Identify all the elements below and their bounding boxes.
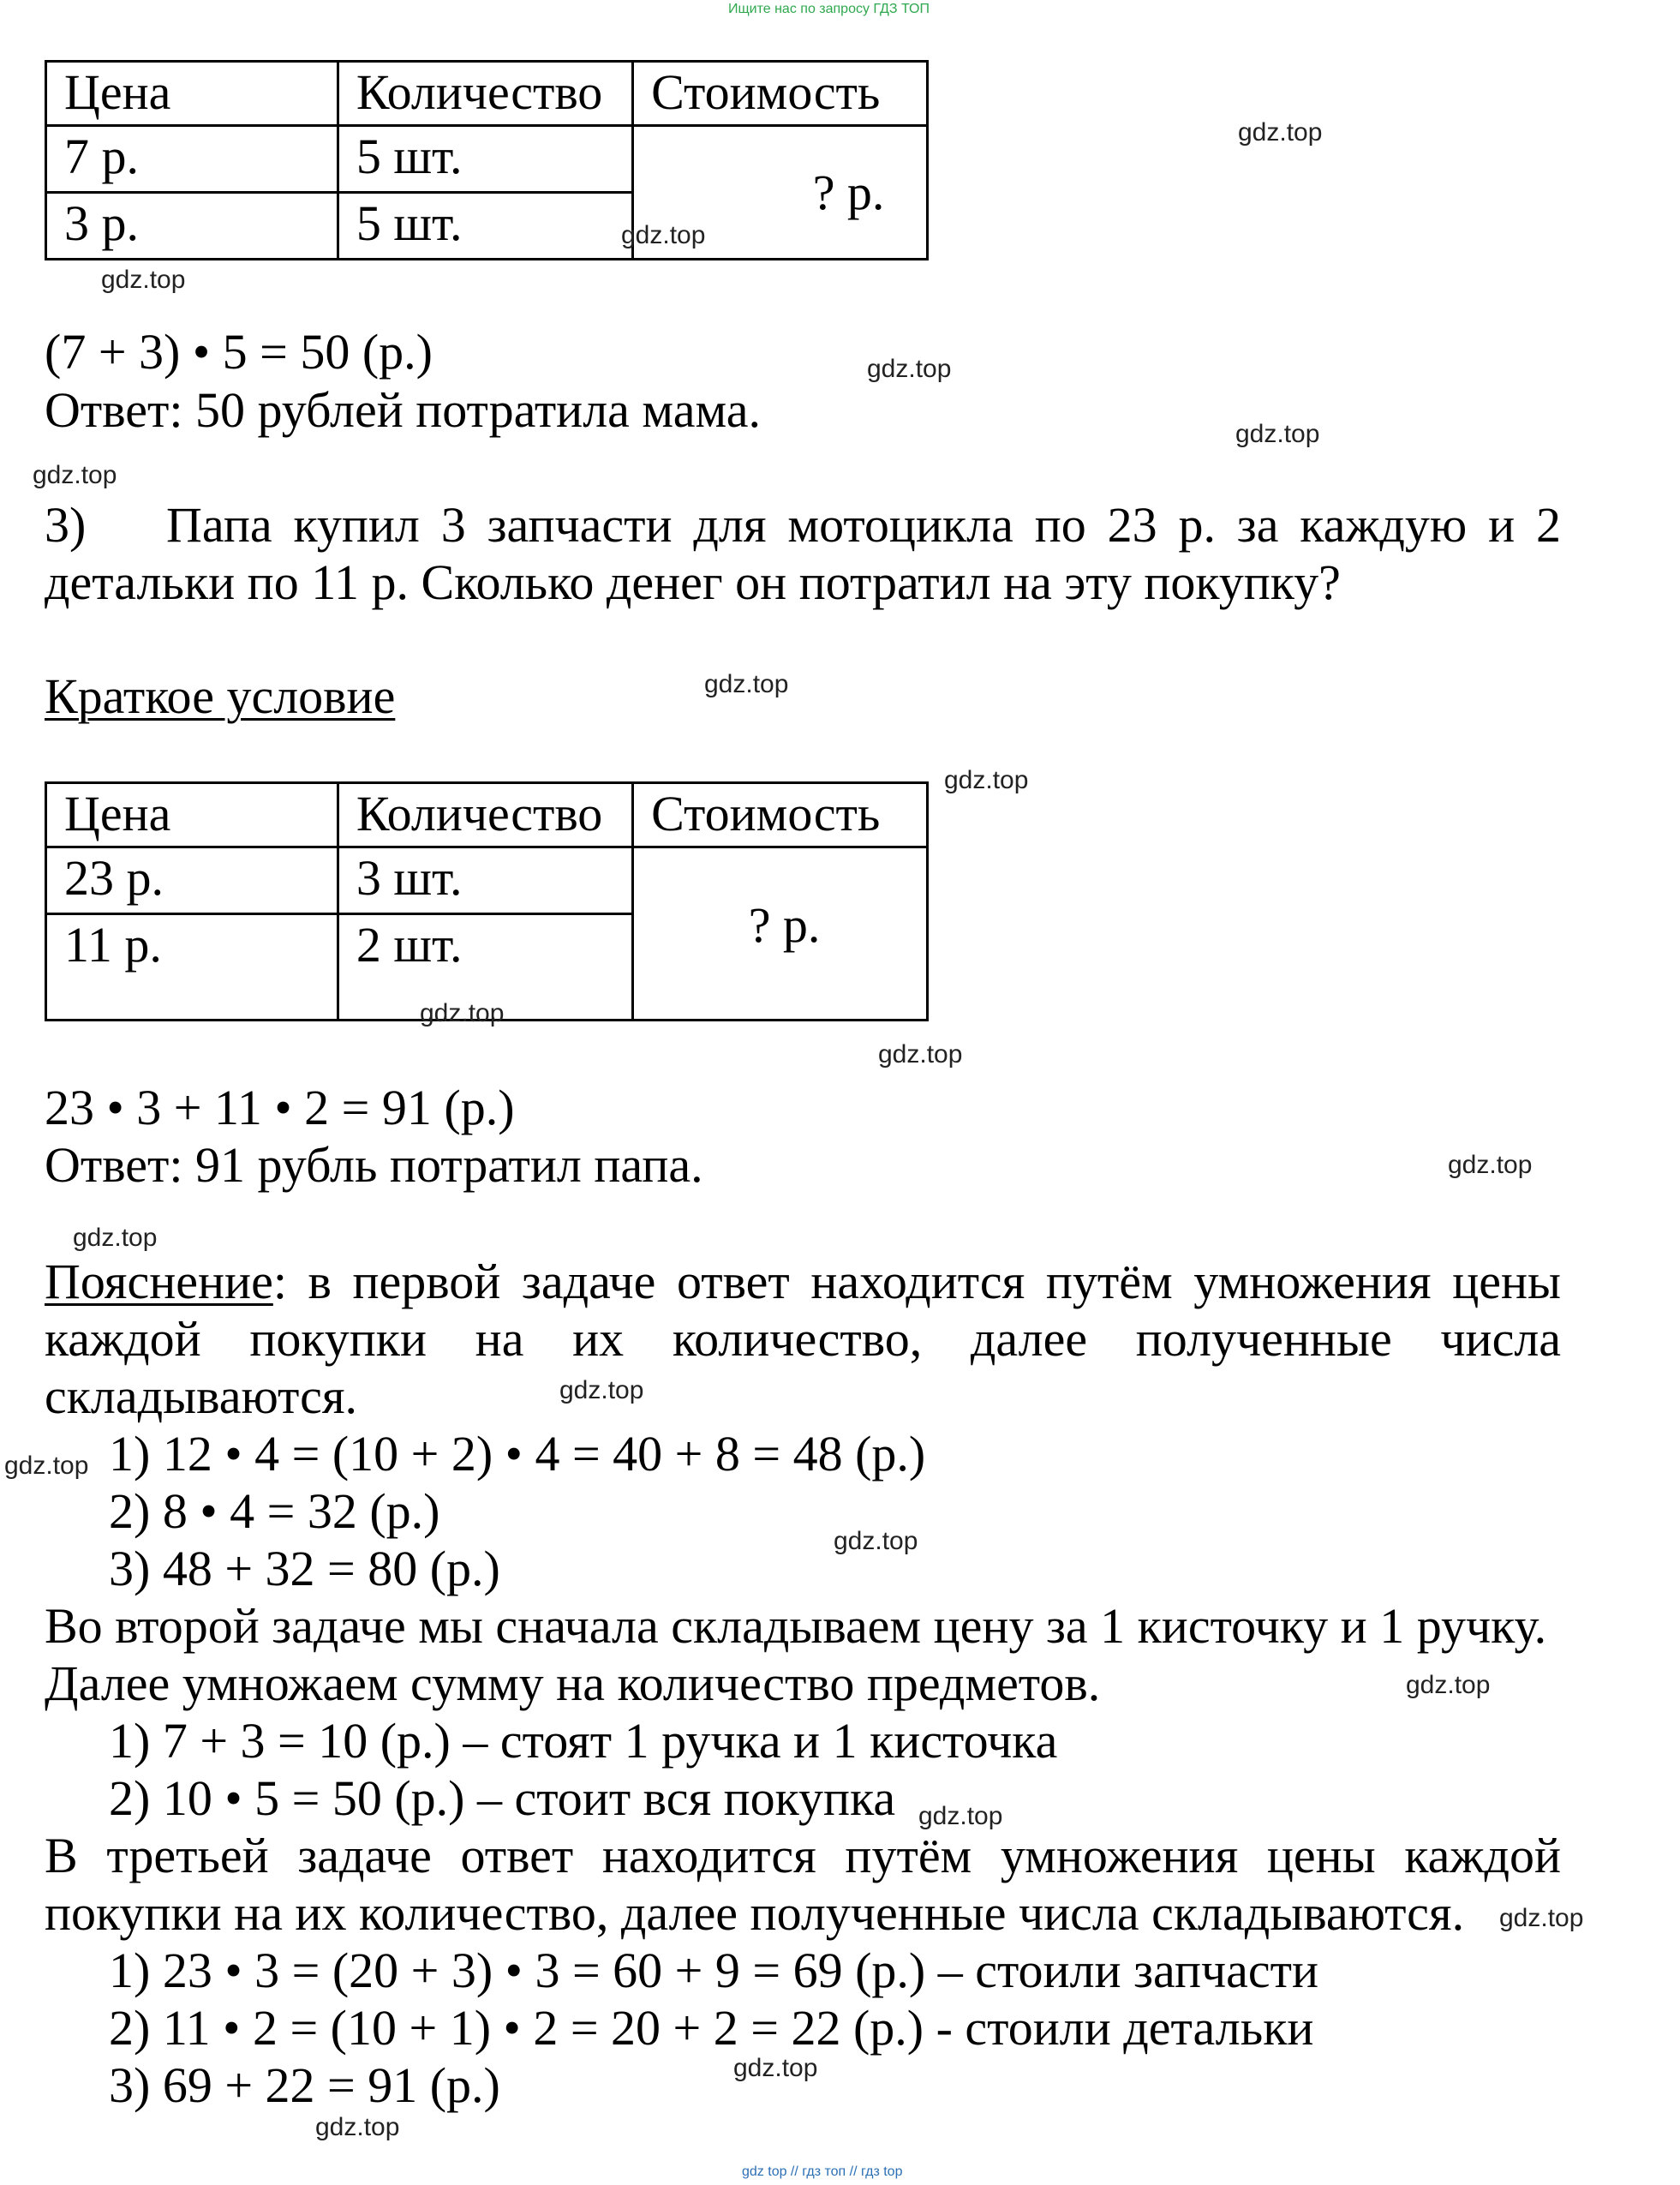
watermark: gdz.top bbox=[1406, 1671, 1491, 1699]
task3-text-line2: детальки по 11 р. Сколько денег он потратил на эту покупку? bbox=[45, 554, 1341, 610]
explanation-p1-line1: : в первой задаче ответ находится путём умножения цены bbox=[272, 1254, 1561, 1309]
bottom-banner: gdz top // гдз топ // гдз top bbox=[742, 2164, 903, 2179]
table1-cell: 3 р. bbox=[46, 193, 338, 260]
short-condition-label: Краткое условие bbox=[45, 668, 396, 724]
price-table-2 bbox=[45, 781, 929, 1021]
watermark: gdz.top bbox=[621, 221, 706, 249]
task3-statement bbox=[45, 497, 1561, 554]
watermark: gdz.top bbox=[878, 1040, 963, 1069]
explanation-p2-line2: Далее умножаем сумму на количество предметов. bbox=[45, 1655, 1101, 1711]
task2-answer: Ответ: 50 рублей потратила мама. bbox=[45, 382, 761, 438]
steps2-item: 1) 7 + 3 = 10 (р.) – стоят 1 ручка и 1 кисточка bbox=[109, 1713, 1058, 1769]
watermark: gdz.top bbox=[420, 999, 505, 1027]
table2-cell: 3 шт. bbox=[338, 847, 632, 914]
explanation-p3-line2: покупки на их количество, далее полученные числа складываются. bbox=[45, 1885, 1465, 1941]
watermark: gdz.top bbox=[1499, 1904, 1584, 1932]
watermark: gdz.top bbox=[867, 355, 952, 383]
table2-cost-cell bbox=[633, 847, 928, 1021]
explanation-line1 bbox=[45, 1254, 1561, 1310]
price-table-1 bbox=[45, 60, 929, 260]
table1-cell: 5 шт. bbox=[338, 126, 632, 193]
watermark: gdz.top bbox=[559, 1376, 644, 1404]
watermark: gdz.top bbox=[1238, 118, 1323, 147]
watermark: gdz.top bbox=[1235, 420, 1320, 448]
table2-header-cost: Стоимость bbox=[633, 783, 928, 847]
watermark: gdz.top bbox=[704, 670, 789, 698]
table1-cost-value: ? р. bbox=[812, 164, 885, 220]
watermark: gdz.top bbox=[73, 1224, 158, 1252]
task3-number: 3) bbox=[45, 497, 87, 553]
watermark: gdz.top bbox=[101, 266, 186, 294]
table1-cell: 5 шт. bbox=[338, 193, 632, 260]
steps2-item: 2) 10 • 5 = 50 (р.) – стоит вся покупка bbox=[109, 1770, 896, 1826]
explanation-p3-line1: В третьей задаче ответ находится путём умножения цены каждой bbox=[45, 1828, 1561, 1883]
steps1-item: 3) 48 + 32 = 80 (р.) bbox=[109, 1541, 500, 1596]
top-banner: Ищите нас по запросу ГДЗ ТОП bbox=[728, 2, 930, 16]
table2-cost-value: ? р. bbox=[748, 896, 821, 953]
table2-cell: 23 р. bbox=[46, 847, 338, 914]
watermark: gdz.top bbox=[918, 1802, 1003, 1830]
watermark: gdz.top bbox=[4, 1452, 89, 1480]
table1-header-quantity: Количество bbox=[338, 62, 632, 126]
table1-header-price: Цена bbox=[46, 62, 338, 126]
steps1-item: 1) 12 • 4 = (10 + 2) • 4 = 40 + 8 = 48 (р.) bbox=[109, 1426, 926, 1482]
table2-cell: 11 р. bbox=[46, 914, 338, 1021]
watermark: gdz.top bbox=[733, 2054, 818, 2082]
watermark: gdz.top bbox=[1448, 1151, 1533, 1179]
table1-cell: 7 р. bbox=[46, 126, 338, 193]
steps3-item: 2) 11 • 2 = (10 + 1) • 2 = 20 + 2 = 22 (р.) - стоили детальки bbox=[109, 2000, 1314, 2056]
table1-header-cost: Стоимость bbox=[633, 62, 928, 126]
watermark: gdz.top bbox=[33, 461, 117, 489]
task2-solution: (7 + 3) • 5 = 50 (р.) bbox=[45, 324, 433, 380]
table2-header-quantity: Количество bbox=[338, 783, 632, 847]
task3-answer: Ответ: 91 рубль потратил папа. bbox=[45, 1137, 703, 1193]
watermark: gdz.top bbox=[944, 766, 1029, 794]
task3-solution: 23 • 3 + 11 • 2 = 91 (р.) bbox=[45, 1080, 515, 1135]
steps3-item: 1) 23 • 3 = (20 + 3) • 3 = 60 + 9 = 69 (р.) – стоили запчасти bbox=[109, 1943, 1319, 1998]
explanation-p1-line2: каждой покупки на их количество, далее полученные числа bbox=[45, 1311, 1561, 1367]
steps3-item: 3) 69 + 22 = 91 (р.) bbox=[109, 2057, 500, 2113]
explanation-p2-line1: Во второй задаче мы сначала складываем цену за 1 кисточку и 1 ручку. bbox=[45, 1598, 1547, 1654]
watermark: gdz.top bbox=[834, 1527, 918, 1555]
table2-cell: 2 шт. bbox=[338, 914, 632, 1021]
explanation-label: Пояснение bbox=[45, 1254, 273, 1309]
table2-header-price: Цена bbox=[46, 783, 338, 847]
task3-text-line1: Папа купил 3 запчасти для мотоцикла по 23 р. за каждую и 2 bbox=[166, 497, 1561, 553]
explanation-p1-line3: складываются. bbox=[45, 1368, 357, 1424]
watermark: gdz.top bbox=[315, 2113, 400, 2141]
steps1-item: 2) 8 • 4 = 32 (р.) bbox=[109, 1483, 440, 1539]
